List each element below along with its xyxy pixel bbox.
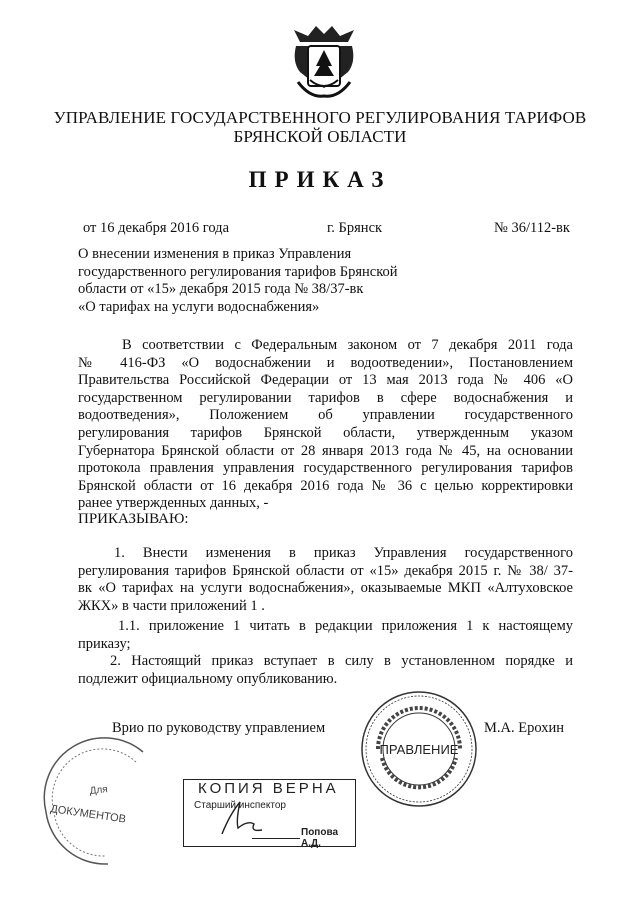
preamble-line: Брянской области от 16 декабря 2016 года № 36 с целью корректировки: [78, 477, 573, 494]
preamble-line: В соответствии с Федеральным законом от 7 декабря 2011 года: [122, 337, 573, 353]
stamp-role: Старший инспектор: [194, 800, 286, 811]
preamble-line: государственном регулировании тарифов в сфере водоснабжения и: [78, 389, 573, 406]
signatory-role: Врио по руководству управлением: [112, 720, 326, 736]
official-seal-stamp: [358, 688, 480, 810]
subject-line: области от «15» декабря 2015 года № 38/37-вк: [78, 281, 364, 297]
stamp-text-2: ДОКУМЕНТОВ: [49, 803, 127, 826]
coat-of-arms-emblem: [290, 22, 358, 102]
preamble-line: водоотведения», Положением об управлении государственного: [78, 407, 573, 424]
preamble-line: Правительства Российской Федерации от 13 мая 2013 года № 406 «О: [78, 372, 573, 389]
order-item-1-1: [78, 618, 573, 653]
order-item-line: 2. Настоящий приказ вступает в силу в установленном порядке и: [110, 653, 573, 669]
preamble-line: регулирования тарифов Брянской области, утвержденным указом: [78, 424, 573, 441]
copy-certification-stamp: [183, 779, 356, 847]
subject-line: государственного регулирования тарифов Брянской: [78, 263, 398, 280]
order-item-line: подлежит официальному опубликованию.: [78, 670, 338, 687]
preamble-line: Губернатора Брянской области от 28 января 2013 года № 45, на основании: [78, 442, 573, 459]
order-item-line: 1. Внести изменения в приказ Управления государственного: [114, 545, 573, 561]
stamp-text-1: Для: [89, 784, 109, 797]
subject-block: [78, 246, 478, 316]
document-place: г. Брянск: [327, 220, 383, 236]
preamble-line: № 416-ФЗ «О водоснабжении и водоотведении», Постановлением: [78, 354, 573, 371]
preamble-line: протокола правления управления государственного регулирования тарифов: [78, 460, 573, 477]
document-number: № 36/112-вк: [494, 220, 570, 236]
subject-line: О внесении изменения в приказ Управления: [78, 246, 352, 262]
order-item-2: [78, 653, 573, 688]
order-item-line: 1.1. приложение 1 читать в редакции приложения 1 к настоящему: [118, 618, 573, 634]
order-item-line: регулирования тарифов Брянской области от «15» декабря 2015 г. № 38/ 37-: [78, 562, 573, 579]
document-title: ПРИКАЗ: [248, 167, 392, 192]
document-date: от 16 декабря 2016 года: [83, 220, 229, 236]
preamble-line: ранее утвержденных данных, -: [78, 495, 269, 512]
order-item-line: приказу;: [78, 635, 131, 652]
signatory-name: М.А. Ерохин: [484, 720, 565, 736]
partial-document-stamp: [38, 732, 148, 872]
organization-name-line-1: УПРАВЛЕНИЕ ГОСУДАРСТВЕННОГО РЕГУЛИРОВАНИЯ ТАРИФОВ: [53, 108, 587, 127]
subject-line: «О тарифах на услуги водоснабжения»: [78, 298, 320, 315]
order-item-line: вк «О тарифах на услуги водоснабжения», оказываемые МКП «Алтуховское: [78, 580, 573, 597]
orders-label: ПРИКАЗЫВАЮ:: [78, 511, 189, 527]
order-item-line: ЖКХ» в части приложений 1 .: [78, 597, 265, 614]
stamp-name: Попова А.Д.: [301, 827, 339, 849]
organization-name-line-2: БРЯНСКОЙ ОБЛАСТИ: [233, 127, 407, 146]
stamp-heading: КОПИЯ ВЕРНА: [198, 780, 339, 797]
seal-center-text: ПРАВЛЕНИЕ: [379, 742, 459, 757]
preamble-paragraph: [78, 337, 573, 513]
order-item-1: [78, 545, 573, 615]
handwritten-signature-icon: [208, 794, 278, 844]
